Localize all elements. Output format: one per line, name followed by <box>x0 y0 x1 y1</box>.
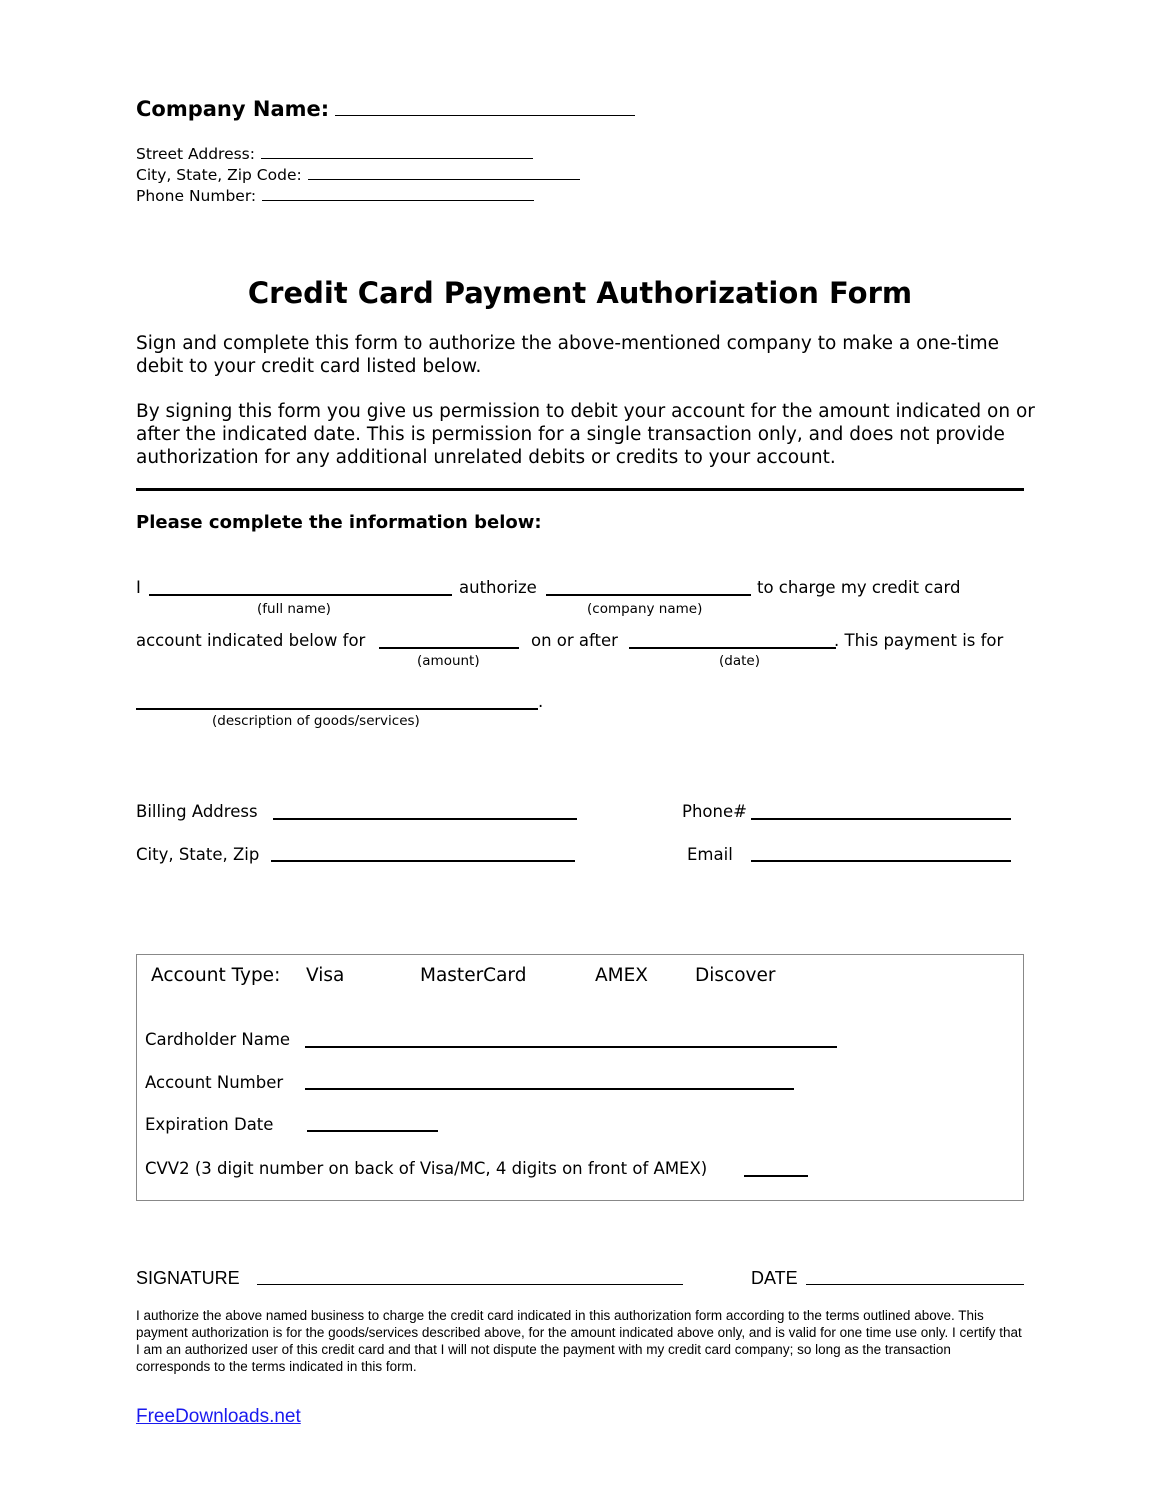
email-label: Email <box>687 845 733 864</box>
cvv-label: CVV2 (3 digit number on back of Visa/MC, 4 digits on front of AMEX) <box>145 1159 708 1178</box>
intro-paragraph-1: Sign and complete this form to authorize the above-mentioned company to make a one-time debit to your credit card listed below. <box>136 333 999 377</box>
phone-number-label: Phone Number: <box>136 187 257 205</box>
billing-address-field[interactable] <box>273 818 577 820</box>
street-address-line <box>136 145 533 163</box>
email-field[interactable] <box>751 860 1011 862</box>
account-number-field[interactable] <box>305 1088 794 1090</box>
authorize-label: authorize <box>459 578 537 597</box>
city-state-zip-label: City, State, Zip Code: <box>136 166 302 184</box>
phone-number-field[interactable] <box>262 199 534 201</box>
full-name-caption: (full name) <box>257 601 331 617</box>
billing-city-field[interactable] <box>271 860 575 862</box>
phone-number-line <box>136 187 534 205</box>
cardholder-name-label: Cardholder Name <box>145 1030 291 1049</box>
date-field[interactable] <box>629 647 836 649</box>
billing-phone-field[interactable] <box>751 818 1011 820</box>
legal-text: I authorize the above named business to charge the credit card indicated in this authorization form according to the terms outlined above. This payment authorization is for the goods/services described above, for the amount indicated above only, and is valid for one time use only. I certify that I am an authorized user of this credit card and that I will not dispute the payment with my credit card company; so long as the transaction corresponds to the terms indicated in this form. <box>136 1308 1022 1374</box>
company-name-field-2[interactable] <box>546 594 751 596</box>
section-heading: Please complete the information below: <box>136 512 542 533</box>
amount-field[interactable] <box>379 647 519 649</box>
cvv-field[interactable] <box>744 1175 808 1177</box>
city-state-zip-field[interactable] <box>308 178 580 180</box>
street-address-label: Street Address: <box>136 145 255 163</box>
freedownloads-link[interactable]: FreeDownloads.net <box>136 1406 301 1427</box>
company-name-caption: (company name) <box>587 601 703 617</box>
section-divider <box>136 488 1024 491</box>
date-caption: (date) <box>719 653 760 669</box>
company-name-label: Company Name: <box>136 97 330 121</box>
account-type-mastercard[interactable]: MasterCard <box>420 965 527 986</box>
expiration-date-label: Expiration Date <box>145 1115 274 1134</box>
description-field[interactable] <box>136 708 538 710</box>
account-number-label: Account Number <box>145 1073 284 1092</box>
expiration-date-field[interactable] <box>307 1130 438 1132</box>
street-address-field[interactable] <box>261 157 533 159</box>
signature-field[interactable] <box>257 1284 683 1285</box>
full-name-field[interactable] <box>149 594 452 596</box>
account-type-amex[interactable]: AMEX <box>595 965 648 986</box>
amount-caption: (amount) <box>417 653 480 669</box>
account-type-label: Account Type: <box>151 965 281 986</box>
signature-date-field[interactable] <box>806 1284 1024 1285</box>
company-name-field[interactable] <box>335 114 635 116</box>
page-title: Credit Card Payment Authorization Form <box>247 276 913 310</box>
account-type-visa[interactable]: Visa <box>306 965 345 986</box>
account-indicated-label: account indicated below for <box>136 631 366 650</box>
cardholder-name-field[interactable] <box>305 1046 837 1048</box>
description-caption: (description of goods/services) <box>212 713 420 729</box>
i-label: I <box>136 578 141 597</box>
billing-city-label: City, State, Zip <box>136 845 260 864</box>
phone-hash-label: Phone# <box>682 802 747 821</box>
on-or-after-label: on or after <box>531 631 618 650</box>
signature-label: SIGNATURE <box>136 1268 240 1288</box>
signature-date-label: DATE <box>751 1268 798 1288</box>
description-period: . <box>538 692 544 711</box>
card-details-box <box>136 954 1024 1201</box>
to-charge-label: to charge my credit card <box>757 578 961 597</box>
payment-for-label: . This payment is for <box>834 631 1004 650</box>
company-name-line <box>136 97 635 121</box>
account-type-discover[interactable]: Discover <box>695 965 776 986</box>
billing-address-label: Billing Address <box>136 802 258 821</box>
city-state-zip-line <box>136 166 580 184</box>
intro-paragraph-2: By signing this form you give us permission to debit your account for the amount indicated on or after the indicated date. This is permission for a single transaction only, and does not provide authorization for any additional unrelated debits or credits to your account. <box>136 401 1035 468</box>
